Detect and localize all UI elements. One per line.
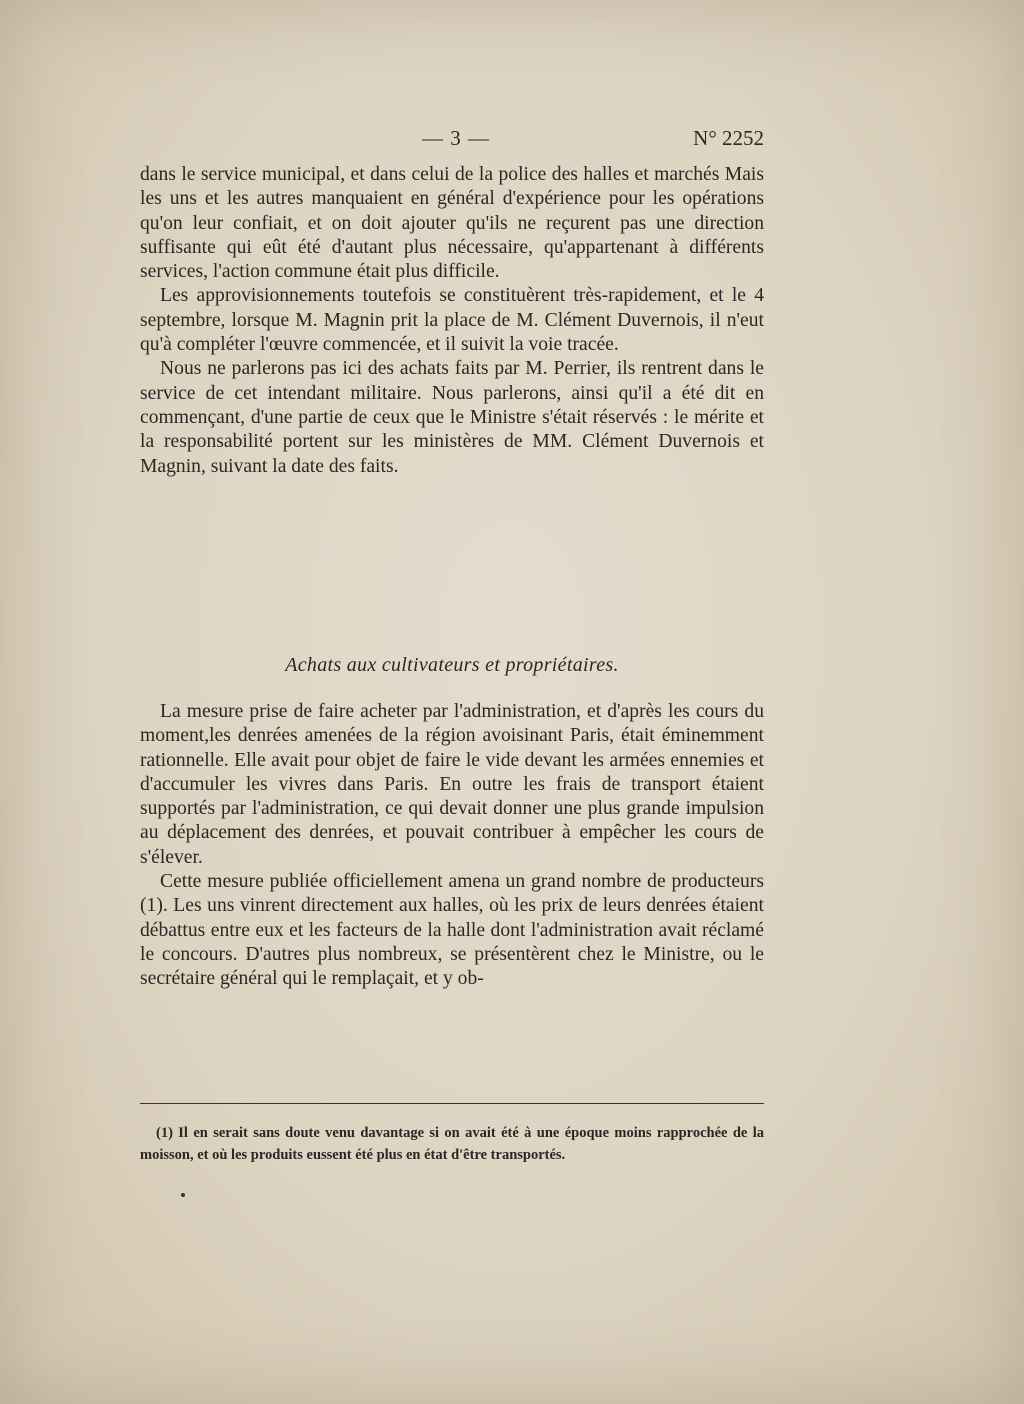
- body-text-top: [140, 163, 764, 479]
- paragraph: dans le service municipal, et dans celui de la police des halles et marchés Mais les uns et les autres manquaient en général d'expérience pour les opérations qu'on leur confiait, et on doit ajouter qu'ils ne reçurent pas une direction suffisante qui eût été d'autant plus nécessaire, qu'appartenant à différents services, l'action commune était plus difficile.: [140, 164, 764, 283]
- paragraph: Nous ne parlerons pas ici des achats faits par M. Perrier, ils rentrent dans le service de cet intendant militaire. Nous parlerons, ainsi qu'il a été dit en commençant, d'une partie de ceux que le Ministre s'était réservés : le mérite et la responsabilité portent sur les ministères de MM. Clément Duvernois et Magnin, suivant la date des faits.: [140, 358, 764, 477]
- section-heading: Achats aux cultivateurs et propriétaires.: [285, 654, 619, 676]
- ink-spot: [181, 1193, 185, 1197]
- paragraph: Les approvisionnements toutefois se constituèrent très-rapidement, et le 4 septembre, lorsque M. Magnin prit la place de M. Clément Duvernois, il n'eut qu'à compléter l'œuvre commencée, et il suivit la voie tracée.: [140, 285, 764, 356]
- paragraph: La mesure prise de faire acheter par l'administration, et d'après les cours du moment,les denrées amenées de la région avoisinant Paris, était éminemment rationnelle. Elle avait pour objet de faire le vide devant les armées ennemies et d'accumuler les vivres dans Paris. En outre les frais de transport étaient supportés par l'administration, ce qui devait donner une plus grande impulsion au déplacement des denrées, et pouvait contribuer à empêcher les cours de s'élever.: [140, 701, 764, 868]
- page-number: — 3 —: [422, 126, 490, 150]
- page-header: [140, 126, 764, 156]
- footnote-divider: [140, 1103, 764, 1104]
- footnote: (1) Il en serait sans doute venu davantage si on avait été à une époque moins rapprochée de la moisson, et où les produits eussent été plus en état d'être transportés.: [140, 1125, 764, 1163]
- body-text-bottom: [140, 700, 764, 992]
- document-number: N° 2252: [693, 126, 764, 150]
- paragraph: Cette mesure publiée officiellement amena un grand nombre de producteurs (1). Les uns vinrent directement aux halles, où les prix de leurs denrées étaient débattus entre eux et les facteurs de la halle dont l'administration avait réclamé le concours. D'autres plus nombreux, se présentèrent chez le Ministre, ou le secrétaire général qui le remplaçait, et y ob-: [140, 871, 764, 990]
